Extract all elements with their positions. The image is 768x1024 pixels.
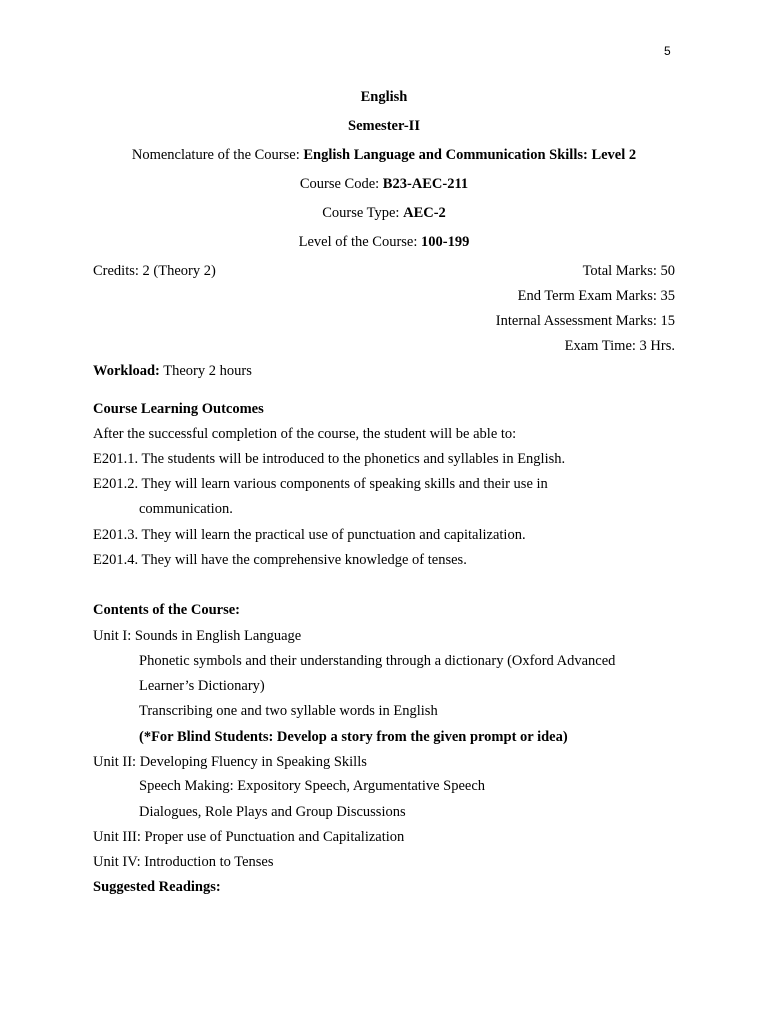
course-level: Level of the Course: 100-199 — [298, 234, 470, 250]
unit-2-line: Speech Making: Expository Speech, Argumentative Speech — [139, 778, 486, 794]
page-number: 5 — [664, 44, 671, 58]
course-subject: English — [360, 89, 408, 105]
unit-1-line: Learner’s Dictionary) — [139, 678, 265, 694]
exam-time: Exam Time: 3 Hrs. — [564, 338, 675, 354]
workload: Workload: Theory 2 hours — [93, 363, 252, 379]
unit-1-line: Transcribing one and two syllable words in English — [139, 703, 438, 719]
outcomes-heading: Course Learning Outcomes — [93, 401, 264, 417]
outcome-item: E201.4. They will have the comprehensive knowledge of tenses. — [93, 552, 467, 568]
suggested-readings-heading: Suggested Readings: — [93, 879, 221, 895]
unit-2-title: Unit II: Developing Fluency in Speaking Skills — [93, 754, 367, 770]
outcome-item: E201.1. The students will be introduced to the phonetics and syllables in English. — [93, 451, 566, 467]
outcome-item: E201.2. They will learn various components of speaking skills and their use in — [93, 476, 548, 492]
outcomes-intro: After the successful completion of the course, the student will be able to: — [93, 426, 517, 442]
unit-3-title: Unit III: Proper use of Punctuation and Capitalization — [93, 829, 405, 845]
internal-marks: Internal Assessment Marks: 15 — [495, 313, 675, 329]
unit-4-title: Unit IV: Introduction to Tenses — [93, 854, 274, 870]
outcome-item-continuation: communication. — [139, 501, 233, 517]
unit-1-title: Unit I: Sounds in English Language — [93, 628, 302, 644]
contents-heading: Contents of the Course: — [93, 602, 240, 618]
end-term-marks: End Term Exam Marks: 35 — [517, 288, 675, 304]
course-nomenclature: Nomenclature of the Course: English Language and Communication Skills: Level 2 — [131, 147, 637, 163]
credits: Credits: 2 (Theory 2) — [93, 263, 216, 279]
course-code: Course Code: B23-AEC-211 — [299, 176, 469, 192]
total-marks: Total Marks: 50 — [582, 263, 675, 279]
course-type: Course Type: AEC-2 — [322, 205, 446, 221]
course-semester: Semester-II — [348, 118, 420, 134]
blind-students-note: (*For Blind Students: Develop a story from the given prompt or idea) — [139, 729, 568, 745]
unit-2-line: Dialogues, Role Plays and Group Discussions — [139, 804, 406, 820]
unit-1-line: Phonetic symbols and their understanding through a dictionary (Oxford Advanced — [139, 653, 616, 669]
outcome-item: E201.3. They will learn the practical use of punctuation and capitalization. — [93, 527, 526, 543]
